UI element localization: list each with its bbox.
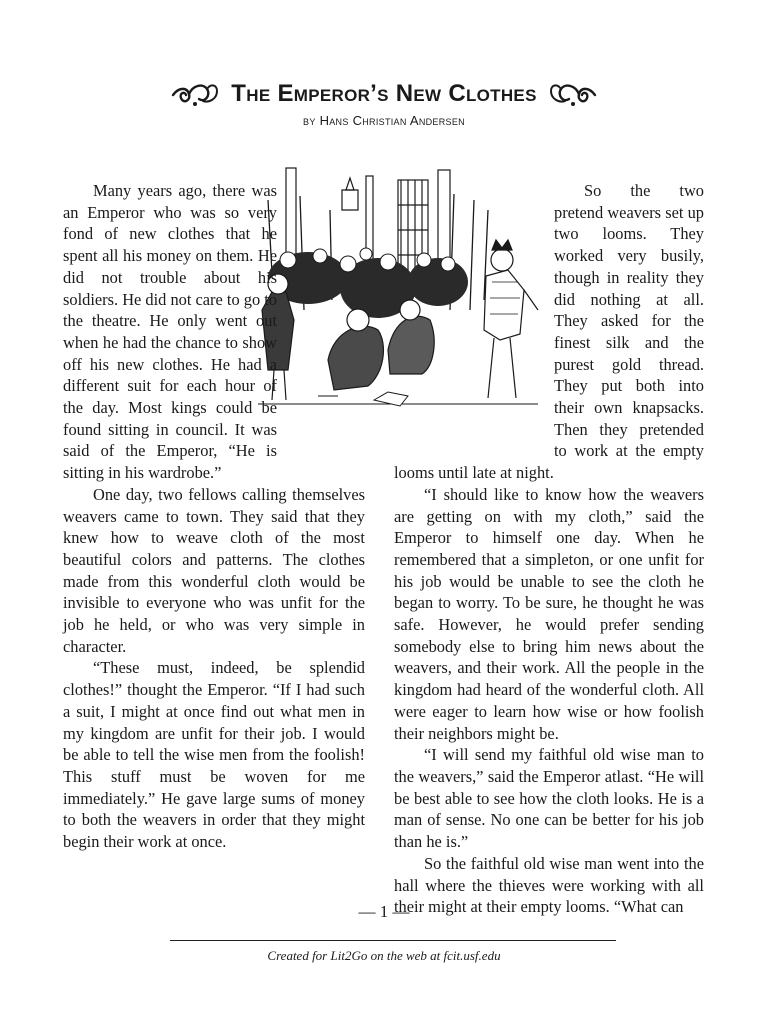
paragraph: So the two pretend weavers set up two looms. They worked very busily, though in reality they did nothing at all. They asked for the finest silk and the purest gold thread. They put both into their own knapsacks. Then they pretended to work at the empty looms until late at night.: [394, 181, 704, 483]
paragraph: “I will send my faithful old wise man to the weavers,” said the Emperor atlast. “He will be best able to see how the cloth looks. He is a man of sense. No one can be better for his job than he is.”: [394, 745, 704, 852]
right-ornament-icon: [549, 77, 597, 111]
paragraph: “These must, indeed, be splendid clothes!” thought the Emperor. “If I had such a suit, I might at once find out what men in my kingdom are unfit for their job. I would be able to tell the wise men from the foolish! This stuff must be woven for me immediately.” He gave large sums of money to both the weavers in order that they might begin their work at once.: [63, 658, 365, 852]
paragraph: One day, two fellows calling themselves weavers came to town. They said that they knew how to weave cloth of the most beautiful colors and patterns. The clothes made from this wonderful cloth would be invisible to everyone who was unfit for the job he held, or who was very simple in character.: [63, 484, 365, 656]
paragraph: So the faithful old wise man went into the hall where the thieves were working with all their might at their empty looms. “What can: [394, 853, 704, 917]
paragraph: Many years ago, there was an Emperor who was so very fond of new clothes that he spent all his money on them. He did not trouble about his soldiers. He did not care to go to the theatre. He only went out when he had the chance to show off his new clothes. He had a different suit for each hour of the day. Most kings could be found sitting in council. It was said of the Emperor, “He is sitting in his wardrobe.”: [63, 181, 277, 483]
paragraph: “I should like to know how the weavers are getting on with my cloth,” said the Emperor to himself one day. When he remembered that a simpleton, or one unfit for his job would be unable to see the cloth he began to worry. To be sure, he thought he was safe. However, he would prefer sending somebody else to bring him news about the weavers, and their work. All the people in the kingdom had heard of the wonderful cloth. All were eager to learn how wise or how foolish their neighbors might be.: [394, 484, 704, 743]
page-title: The Emperor’s New Clothes: [231, 80, 537, 107]
page-number: — 1 —: [358, 902, 410, 921]
footer-credit: Created for Lit2Go on the web at fcit.usf.edu: [267, 948, 501, 963]
left-ornament-icon: [171, 77, 219, 111]
byline: by Hans Christian Andersen: [303, 113, 465, 128]
title-row: [0, 74, 768, 114]
footer-divider: [170, 940, 616, 941]
illustration-wrap-space-right: [394, 180, 554, 444]
right-column: [394, 180, 704, 918]
illustration-wrap-space-left: [277, 180, 365, 444]
left-column: [63, 180, 365, 853]
